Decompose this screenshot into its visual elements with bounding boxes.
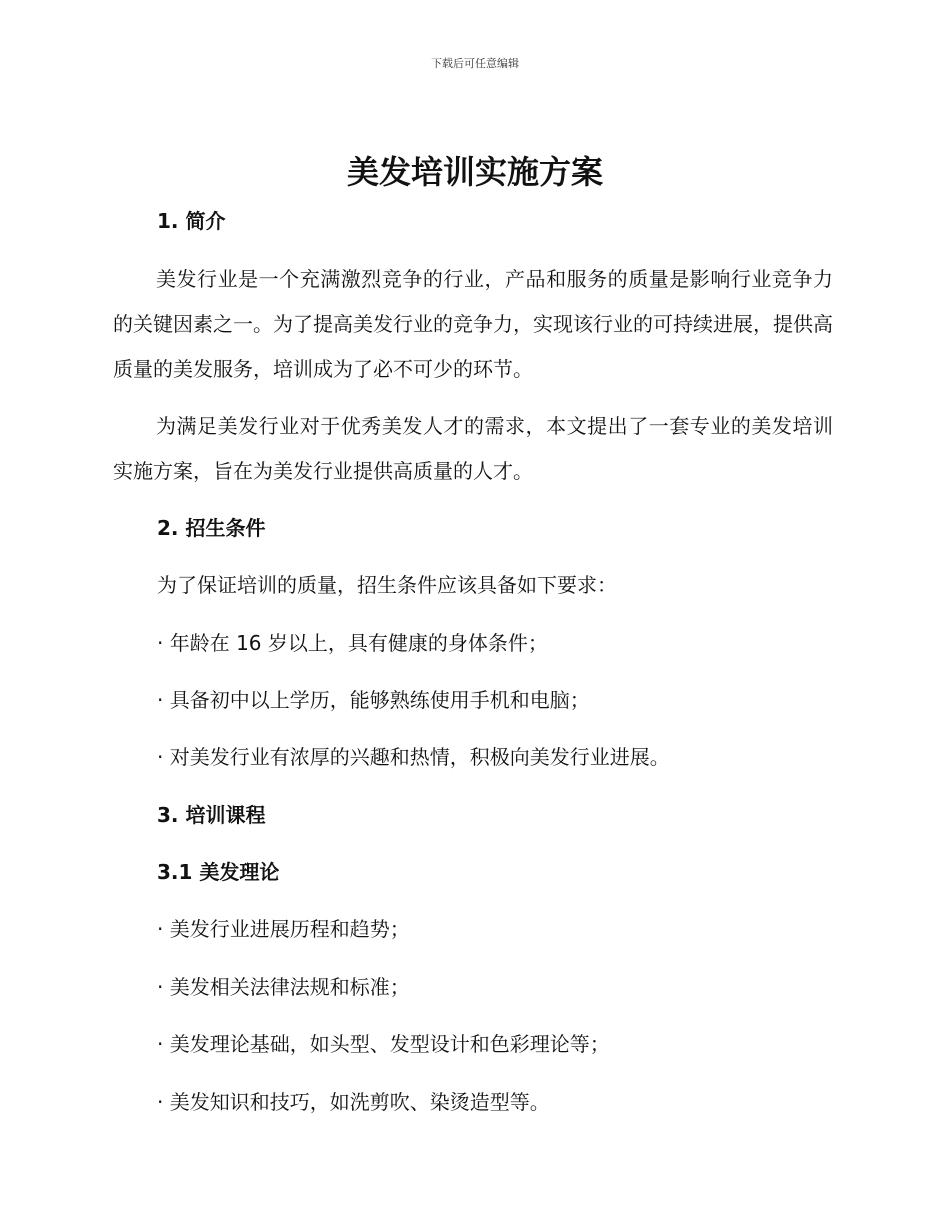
intro-paragraph-2: 为满足美发行业对于优秀美发人才的需求，本文提出了一套专业的美发培训实施方案，旨在为美发行业提供高质量的人才。 (113, 414, 833, 483)
section-heading-courses: 3. 培训课程 (157, 803, 266, 827)
admission-item-3: · 对美发行业有浓厚的兴趣和热情，积极向美发行业进展。 (157, 745, 670, 769)
admission-lead: 为了保证培训的质量，招生条件应该具备如下要求： (157, 573, 617, 597)
section-heading-admission: 2. 招生条件 (157, 516, 266, 540)
admission-item-1: · 年龄在 16 岁以上，具有健康的身体条件； (157, 631, 548, 655)
section-heading-intro: 1. 简介 (157, 209, 226, 233)
intro-paragraph-1: 美发行业是一个充满激烈竞争的行业，产品和服务的质量是影响行业竞争力的关键因素之一。为了提高美发行业的竞争力，实现该行业的可持续进展，提供高质量的美发服务，培训成为了必不可少的环节。 (113, 267, 833, 381)
theory-item-3: · 美发理论基础，如头型、发型设计和色彩理论等； (157, 1032, 610, 1056)
sub-heading-theory: 3.1 美发理论 (157, 860, 280, 884)
document-title: 美发培训实施方案 (346, 153, 603, 191)
theory-item-1: · 美发行业进展历程和趋势； (157, 917, 410, 941)
theory-item-2: · 美发相关法律法规和标准； (157, 975, 410, 999)
page-header: 下载后可任意编辑 (431, 57, 519, 70)
admission-item-2: · 具备初中以上学历，能够熟练使用手机和电脑； (157, 688, 590, 712)
theory-item-4: · 美发知识和技巧，如洗剪吹、染烫造型等。 (157, 1090, 550, 1114)
